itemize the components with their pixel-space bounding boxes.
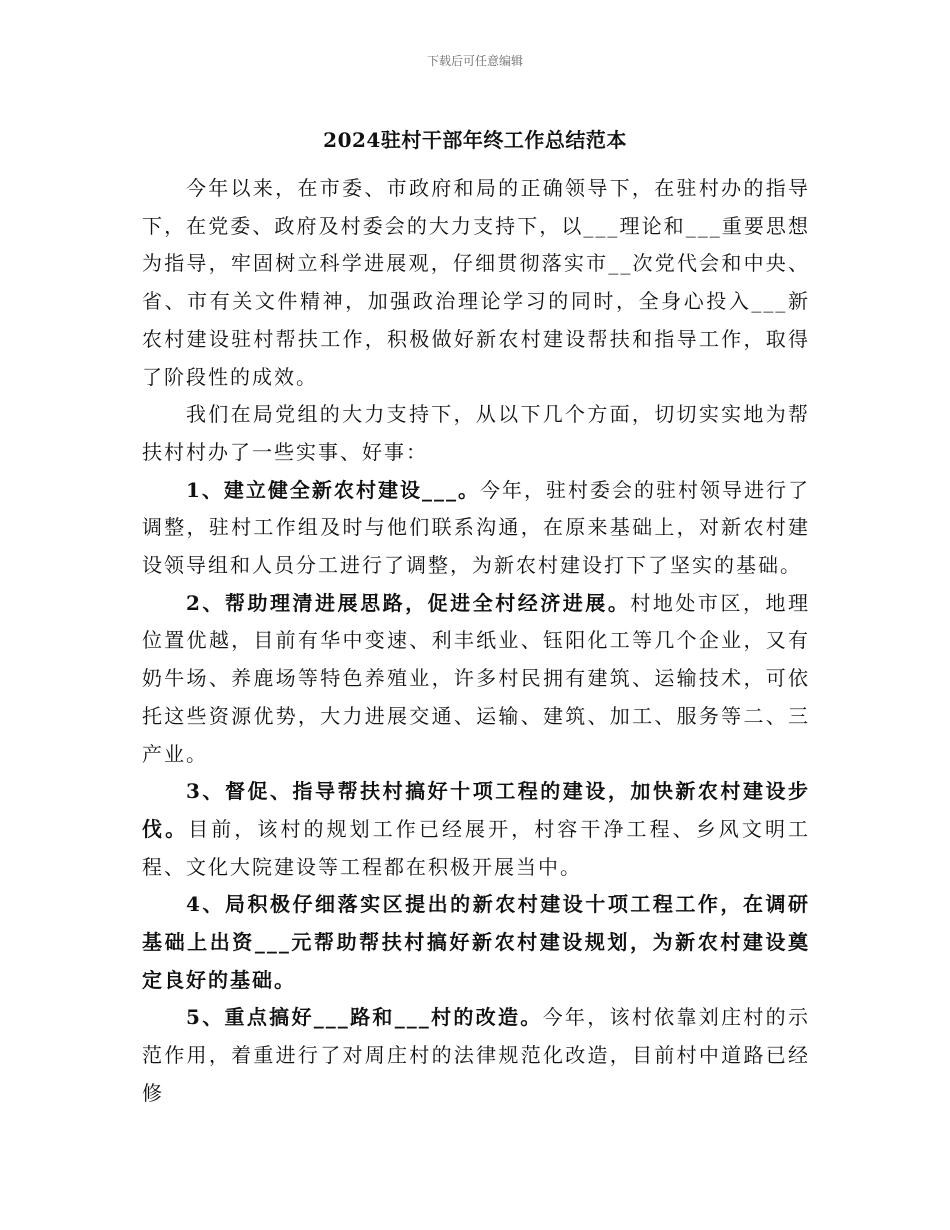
paragraph-lead: 4、局积极仔细落实区提出的新农村建设十项工程工作，在调研基础上出资___元帮助帮扶村搞好新农村建设规划，为新农村建设奠定良好的基础。 (142, 892, 810, 992)
paragraph-item-1 (142, 472, 810, 585)
paragraph-item-5 (142, 999, 810, 1112)
paragraph-text: 村地处市区，地理位置优越，目前有华中变速、利丰纸业、钰阳化工等几个企业，又有奶牛场、养鹿场等特色养殖业，许多村民拥有建筑、运输技术，可依托这些资源优势，大力进展交通、运输、建筑、加工、服务等二、三产业。 (142, 590, 811, 766)
page-header-note: 下载后可任意编辑 (426, 54, 523, 68)
paragraph-text: 今年，驻村委会的驻村领导进行了调整，驻村工作组及时与他们联系沟通，在原来基础上，对新农村建设领导组和人员分工进行了调整，为新农村建设打下了坚实的基础。 (142, 477, 811, 578)
paragraph-text: 今年，该村依靠刘庄村的示范作用，着重进行了对周庄村的法律规范化改造，目前村中道路已经修 (142, 1005, 810, 1105)
paragraph-support (142, 396, 810, 471)
paragraph-item-4 (142, 886, 810, 999)
document-body (142, 170, 810, 1113)
paragraph-text: 今年以来，在市委、市政府和局的正确领导下，在驻村办的指导下，在党委、政府及村委会的大力支持下，以___理论和___重要思想为指导，牢固树立科学进展观，仔细贯彻落实市__次党代会和中央、省、市有关文件精神，加强政治理论学习的同时，全身心投入___新农村建设驻村帮扶工作，积极做好新农村建设帮扶和指导工作，取得了阶段性的成效。 (142, 176, 810, 389)
paragraph-item-2 (142, 585, 810, 774)
paragraph-text: 目前，该村的规划工作已经展开，村容干净工程、乡风文明工程、文化大院建设等工程都在积极开展当中。 (142, 816, 811, 879)
paragraph-item-3 (142, 773, 810, 886)
paragraph-text: 我们在局党组的大力支持下，从以下几个方面，切切实实地为帮扶村村办了一些实事、好事： (142, 402, 810, 464)
paragraph-intro (142, 170, 810, 396)
paragraph-lead: 5、重点搞好___路和___村的改造。 (186, 1005, 543, 1030)
paragraph-lead: 2、帮助理清进展思路，促进全村经济进展。 (186, 590, 631, 615)
paragraph-lead: 3、督促、指导帮扶村搞好十项工程的建设，加快新农村建设步伐。 (142, 779, 810, 841)
paragraph-lead: 1、建立健全新农村建设___。 (186, 477, 480, 502)
document-title: 2024驻村干部年终工作总结范本 (323, 128, 627, 152)
